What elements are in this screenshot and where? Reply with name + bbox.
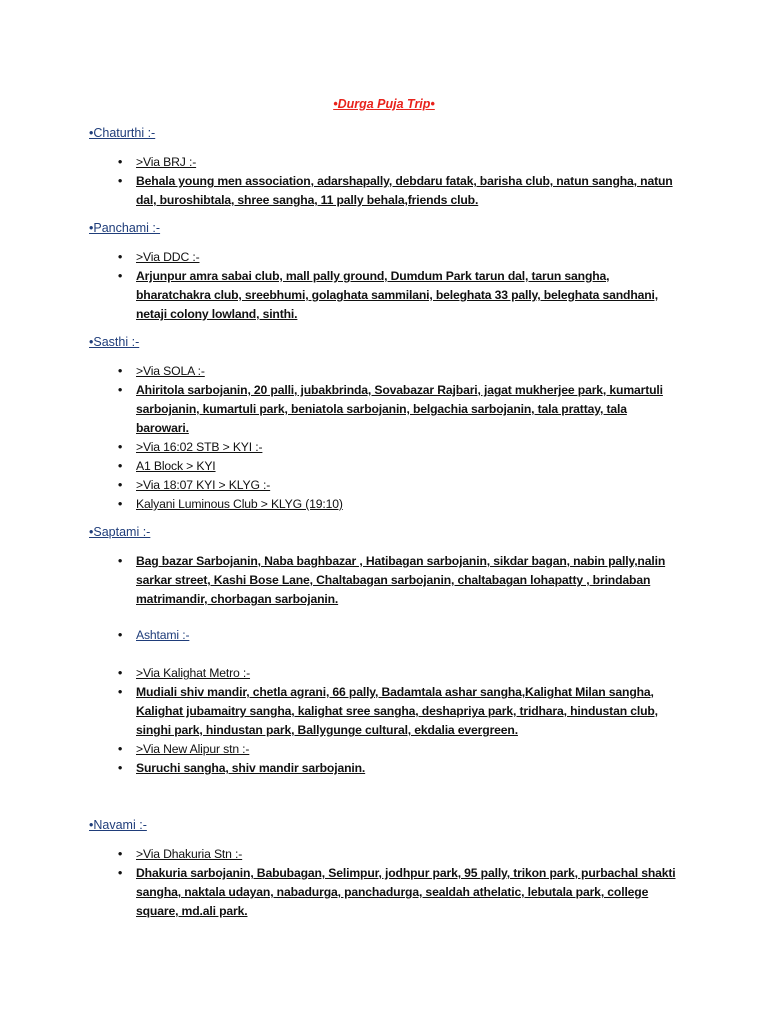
list-item: • Behala young men association, adarshapally, debdaru fatak, barisha club, natun sangha, natun dal, buroshibtala, shree sangha, 11 pally behala,friends club. xyxy=(118,174,673,207)
list-ashtami xyxy=(118,664,678,778)
list-item: • Suruchi sangha, shiv mandir sarbojanin. xyxy=(118,761,366,775)
list-chaturthi xyxy=(118,153,678,210)
list-item: • A1 Block > KYI xyxy=(118,459,216,473)
heading-navami: •Navami :- xyxy=(89,818,147,832)
list-navami xyxy=(118,845,678,921)
list-item: • Ahiritola sarbojanin, 20 palli, jubakbrinda, Sovabazar Rajbari, jagat mukherjee park, kumartuli sarbojanin, kumartuli park, beniatola sarbojanin, belgachia sarbojanin, tala prattay, tala barowari. xyxy=(118,383,663,435)
heading-chaturthi: •Chaturthi :- xyxy=(89,126,156,140)
list-item: • Dhakuria sarbojanin, Babubagan, Selimpur, jodhpur park, 95 pally, trikon park, purbachal shakti sangha, naktala udayan, nabadurga, panchadurga, sealdah athelatic, lebutala park, college square, md.ali park. xyxy=(118,866,676,918)
list-item: • >Via SOLA :- xyxy=(118,364,205,378)
heading-ashtami: • Ashtami :- xyxy=(118,628,190,642)
list-item: • Arjunpur amra sabai club, mall pally ground, Dumdum Park tarun dal, tarun sangha, bharatchakra club, sreebhumi, golaghata sammilani, beleghata 33 pally, beleghata sandhani, netaji colony lowland, sinthi. xyxy=(118,269,659,321)
list-item: • >Via DDC :- xyxy=(118,250,200,264)
list-saptami xyxy=(118,552,678,609)
list-item: • >Via BRJ :- xyxy=(118,155,197,169)
list-item: • >Via 18:07 KYI > KLYG :- xyxy=(118,478,271,492)
list-item: • >Via Dhakuria Stn :- xyxy=(118,847,243,861)
heading-panchami: •Panchami :- xyxy=(89,221,161,235)
list-sasthi xyxy=(118,362,678,514)
heading-sasthi: •Sasthi :- xyxy=(89,335,140,349)
list-item: • Mudiali shiv mandir, chetla agrani, 66 pally, Badamtala ashar sangha,Kalighat Milan sangha, Kalighat jubamaitry sangha, kalighat sree sangha, deshapriya park, tridhara, hindustan club, singhi park, hindustan park, Ballygunge cultural, ekdalia evergreen. xyxy=(118,685,658,737)
list-panchami xyxy=(118,248,678,324)
list-item: • Kalyani Luminous Club > KLYG (19:10) xyxy=(118,497,343,511)
list-item: • >Via Kalighat Metro :- xyxy=(118,666,251,680)
list-item: • >Via 16:02 STB > KYI :- xyxy=(118,440,263,454)
list-ashtami-heading xyxy=(118,626,678,645)
list-item: • >Via New Alipur stn :- xyxy=(118,742,250,756)
page-title: •Durga Puja Trip• xyxy=(333,97,435,111)
heading-saptami: •Saptami :- xyxy=(89,525,151,539)
list-item: • Bag bazar Sarbojanin, Naba baghbazar , Hatibagan sarbojanin, sikdar bagan, nabin pally,nalin sarkar street, Kashi Bose Lane, Chaltabagan sarbojanin, chaltabagan lohapatty , brindaban matrimandir, chorbagan sarbojanin. xyxy=(118,554,666,606)
